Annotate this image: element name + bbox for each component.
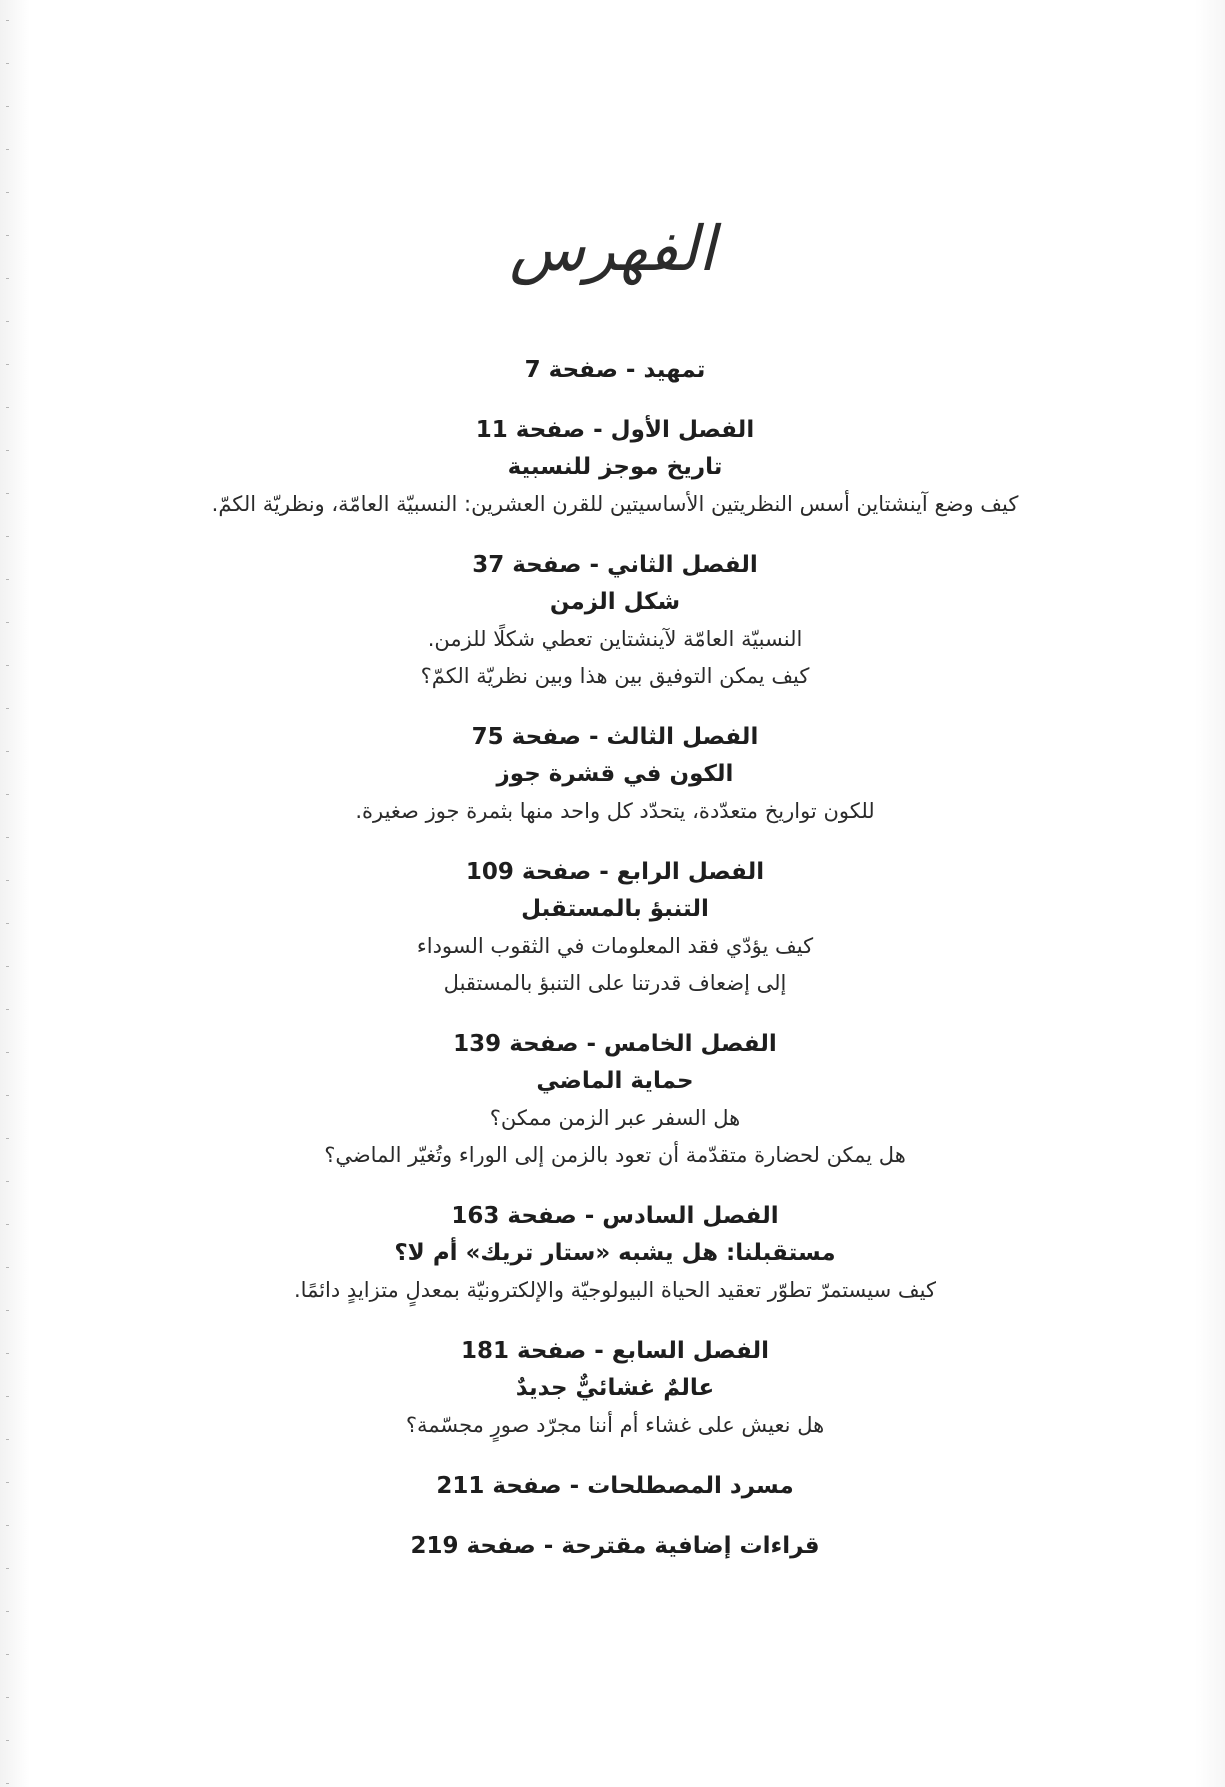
margin-mark [6, 192, 9, 193]
margin-mark [6, 579, 9, 580]
toc-entry-heading: الفصل السادس - صفحة 163 [451, 1203, 779, 1229]
toc-entry [150, 854, 1080, 1002]
toc-entry [150, 1468, 1080, 1504]
margin-mark [6, 1052, 9, 1053]
toc-entry-description: للكون تواريخ متعدّدة، يتحدّد كل واحد منها بثمرة جوز صغيرة. [355, 799, 875, 823]
table-of-contents [150, 352, 1080, 1588]
toc-entry [150, 719, 1080, 830]
margin-mark [6, 1310, 9, 1311]
margin-mark [6, 966, 9, 967]
margin-mark [6, 106, 9, 107]
margin-mark [6, 622, 9, 623]
margin-mark [6, 450, 9, 451]
toc-entry-subtitle: عالمٌ غشائيٌّ جديدٌ [515, 1375, 715, 1401]
toc-entry-description: هل يمكن لحضارة متقدّمة أن تعود بالزمن إلى الوراء وتُغيّر الماضي؟ [324, 1143, 906, 1167]
margin-mark [6, 364, 9, 365]
margin-mark [6, 1396, 9, 1397]
margin-mark [6, 1568, 9, 1569]
margin-mark [6, 321, 9, 322]
toc-entry-description: كيف سيستمرّ تطوّر تعقيد الحياة البيولوجيّة والإلكترونيّة بمعدلٍ متزايدٍ دائمًا. [294, 1278, 936, 1302]
toc-entry [150, 547, 1080, 695]
margin-mark [6, 1525, 9, 1526]
toc-entry-heading: الفصل الثاني - صفحة 37 [472, 552, 758, 578]
toc-entry-heading: الفصل السابع - صفحة 181 [460, 1338, 770, 1364]
toc-entry [150, 412, 1080, 523]
toc-entry-description: كيف يمكن التوفيق بين هذا وبين نظريّة الكمّ؟ [420, 664, 810, 688]
toc-entry-description: هل السفر عبر الزمن ممكن؟ [489, 1106, 741, 1130]
margin-mark [6, 1482, 9, 1483]
toc-entry-subtitle: الكون في قشرة جوز [496, 761, 734, 787]
margin-mark [6, 63, 9, 64]
toc-entry-heading: الفصل الخامس - صفحة 139 [453, 1031, 777, 1057]
toc-entry-description: النسبيّة العامّة لآينشتاين تعطي شكلًا للزمن. [427, 627, 803, 651]
margin-mark [6, 1697, 9, 1698]
page-title: الفهرس [509, 212, 716, 285]
toc-entry [150, 1198, 1080, 1309]
toc-entry [150, 1026, 1080, 1174]
margin-mark [6, 1095, 9, 1096]
toc-entry-description: هل نعيش على غشاء أم أننا مجرّد صورٍ مجسّمة؟ [405, 1413, 825, 1437]
margin-mark [6, 1181, 9, 1182]
toc-entry-description: كيف وضع آينشتاين أسس النظريتين الأساسيتين للقرن العشرين: النسبيّة العامّة، ونظريّة الكمّ. [211, 492, 1019, 516]
margin-mark [6, 1740, 9, 1741]
margin-mark [6, 493, 9, 494]
margin-mark [6, 1611, 9, 1612]
toc-entry-subtitle: التنبؤ بالمستقبل [521, 896, 709, 922]
margin-mark [6, 1439, 9, 1440]
toc-entry-heading: الفصل الرابع - صفحة 109 [465, 859, 765, 885]
toc-entry-heading: الفصل الأول - صفحة 11 [475, 417, 755, 443]
toc-entry [150, 1333, 1080, 1444]
toc-entry-description: إلى إضعاف قدرتنا على التنبؤ بالمستقبل [443, 971, 787, 995]
toc-entry-subtitle: مستقبلنا: هل يشبه «ستار تريك» أم لا؟ [394, 1240, 836, 1266]
margin-mark [6, 1654, 9, 1655]
margin-mark [6, 407, 9, 408]
margin-mark [6, 1224, 9, 1225]
margin-mark [6, 536, 9, 537]
margin-mark [6, 751, 9, 752]
margin-mark [6, 665, 9, 666]
margin-mark [6, 708, 9, 709]
toc-entry-heading: الفصل الثالث - صفحة 75 [471, 724, 759, 750]
margin-mark [6, 1138, 9, 1139]
toc-entry-heading: مسرد المصطلحات - صفحة 211 [436, 1473, 794, 1499]
margin-mark [6, 794, 9, 795]
margin-mark [6, 20, 9, 21]
margin-mark [6, 837, 9, 838]
margin-mark [6, 880, 9, 881]
toc-entry-heading: تمهيد - صفحة 7 [524, 357, 706, 383]
margin-mark [6, 1267, 9, 1268]
margin-mark [6, 1353, 9, 1354]
toc-entry-description: كيف يؤدّي فقد المعلومات في الثقوب السوداء [416, 934, 814, 958]
toc-entry [150, 1528, 1080, 1564]
toc-entry-subtitle: حماية الماضي [536, 1068, 694, 1094]
margin-mark [6, 1009, 9, 1010]
margin-mark [6, 923, 9, 924]
margin-mark [6, 1783, 9, 1784]
toc-entry-subtitle: شكل الزمن [549, 589, 681, 615]
toc-entry [150, 352, 1080, 388]
margin-mark [6, 149, 9, 150]
toc-entry-subtitle: تاريخ موجز للنسبية [507, 454, 723, 480]
toc-entry-heading: قراءات إضافية مقترحة - صفحة 219 [410, 1533, 820, 1559]
